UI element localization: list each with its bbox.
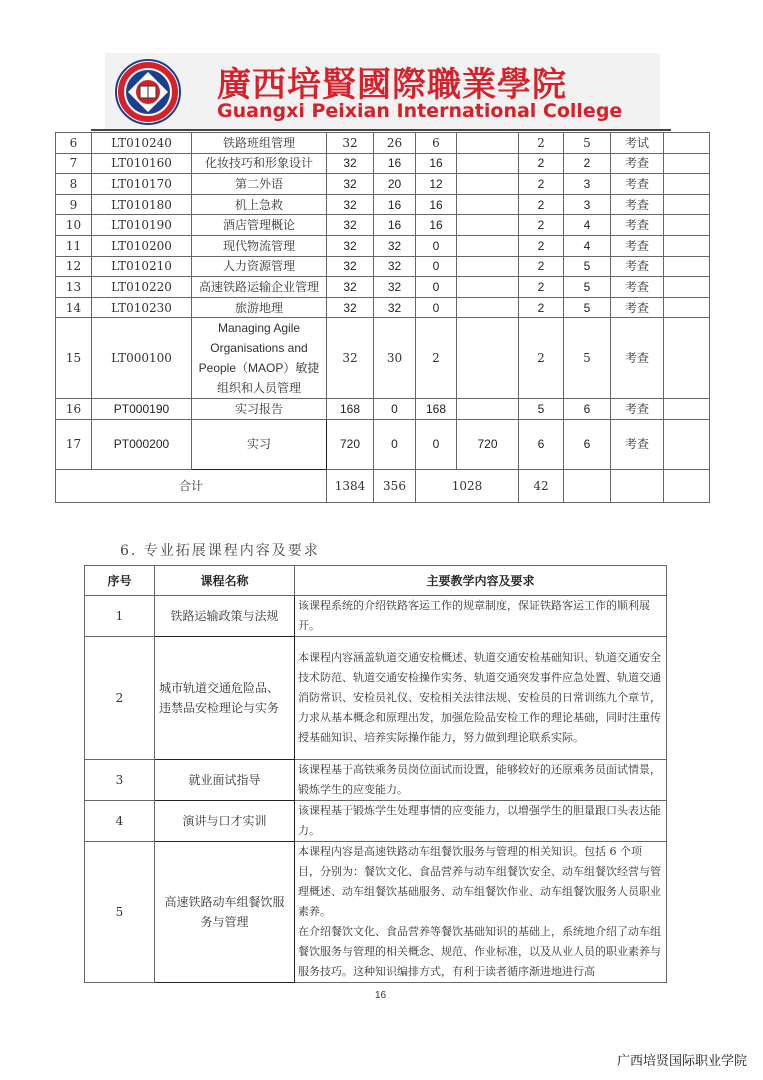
practice-hours: 6 [416,133,457,154]
header-content: 主要教学内容及要求 [295,566,667,596]
extra-hours [457,153,519,174]
remarks [664,399,710,420]
course-description: 该课程系统的介绍铁路客运工作的规章制度，保证铁路客运工作的顺利展开。 [295,596,667,637]
theory-hours: 20 [374,174,416,195]
practice-hours: 0 [416,277,457,298]
course-description [295,842,667,983]
course-name: 现代物流管理 [192,235,327,256]
extra-hours [457,256,519,277]
table-row [85,760,667,801]
practice-hours: 168 [416,399,457,420]
course-code: LT010190 [92,215,192,236]
remarks [664,194,710,215]
table-row [56,133,710,154]
total-remarks [664,469,710,502]
total-hours: 32 [327,174,374,195]
table-row [85,596,667,637]
extra-hours [457,215,519,236]
extra-hours [457,194,519,215]
course-name: 化妆技巧和形象设计 [192,153,327,174]
remarks [664,215,710,236]
course-name: 高速铁路运输企业管理 [192,277,327,298]
course-code: LT010220 [92,277,192,298]
row-number: 5 [85,842,155,983]
table-row [56,256,710,277]
assessment: 考查 [611,174,664,195]
theory-hours: 32 [374,297,416,318]
college-banner [105,53,660,131]
extra-hours [457,297,519,318]
table-row [56,194,710,215]
credits: 2 [519,297,564,318]
semester: 3 [564,174,611,195]
total-hours: 32 [327,133,374,154]
table-row [56,277,710,298]
credits: 2 [519,194,564,215]
header-rule [91,129,671,131]
section-title: 6. 专业拓展课程内容及要求 [120,543,320,559]
practice-hours: 12 [416,174,457,195]
total-hours: 720 [327,419,374,469]
table-row [56,399,710,420]
course-name: 人力资源管理 [192,256,327,277]
row-number: 12 [56,256,92,277]
remarks [664,256,710,277]
semester: 5 [564,133,611,154]
semester: 6 [564,419,611,469]
total-hours: 32 [327,318,374,399]
semester: 5 [564,297,611,318]
total-semester [564,469,611,502]
remarks [664,153,710,174]
header-no: 序号 [85,566,155,596]
credits: 2 [519,256,564,277]
description-paragraph: 在介绍餐饮文化、食品营养等餐饮基础知识的基础上，系统地介绍了动车组餐饮服务与管理的相关概念、规范、作业标准，以及从业人员的职业素养与服务技巧。这种知识编排方式，有利于读者循序渐进地进行高 [298,925,661,978]
course-code: LT010180 [92,194,192,215]
row-number: 16 [56,399,92,420]
row-number: 14 [56,297,92,318]
theory-hours: 0 [374,419,416,469]
table-header-row [85,566,667,596]
remarks [664,174,710,195]
row-number: 15 [56,318,92,399]
extra-hours [457,174,519,195]
table-row [56,153,710,174]
remarks [664,235,710,256]
assessment: 考查 [611,318,664,399]
course-code: PT000200 [92,419,192,469]
table-row [56,297,710,318]
table-row [56,174,710,195]
assessment: 考查 [611,399,664,420]
semester: 3 [564,194,611,215]
total-hours: 32 [327,235,374,256]
row-number: 1 [85,596,155,637]
footer-college-name: 广西培贤国际职业学院 [617,1054,748,1069]
credits: 2 [519,153,564,174]
course-code: LT010210 [92,256,192,277]
row-number: 8 [56,174,92,195]
course-table [55,132,710,503]
row-number: 10 [56,215,92,236]
course-name: 第二外语 [192,174,327,195]
extra-hours: 720 [457,419,519,469]
assessment: 考试 [611,133,664,154]
credits: 2 [519,235,564,256]
table-row [85,842,667,983]
theory-hours: 16 [374,215,416,236]
course-name: 酒店管理概论 [192,215,327,236]
course-name: 高速铁路动车组餐饮服务与管理 [155,842,295,983]
assessment: 考查 [611,256,664,277]
course-name: Managing Agile Organisations and People（MAOP）敏捷组织和人员管理 [192,318,327,399]
table-row [56,215,710,236]
total-label: 合计 [56,469,327,502]
course-name: 就业面试指导 [155,760,295,801]
extra-hours [457,318,519,399]
semester: 4 [564,235,611,256]
row-number: 6 [56,133,92,154]
remarks [664,133,710,154]
credits: 2 [519,174,564,195]
row-number: 2 [85,637,155,760]
credits: 2 [519,318,564,399]
practice-hours: 16 [416,215,457,236]
total-credits: 42 [519,469,564,502]
remarks [664,419,710,469]
remarks [664,297,710,318]
course-description: 该课程基于锻炼学生处理事情的应变能力，以增强学生的胆量跟口头表达能力。 [295,801,667,842]
header-course-name: 课程名称 [155,566,295,596]
theory-hours: 32 [374,235,416,256]
row-number: 17 [56,419,92,469]
course-name: 实习 [192,419,327,469]
total-hours: 32 [327,256,374,277]
total-hours: 1384 [327,469,374,502]
table-row [56,318,710,399]
assessment: 考查 [611,235,664,256]
total-hours: 32 [327,277,374,298]
semester: 5 [564,256,611,277]
extra-hours [457,277,519,298]
semester: 2 [564,153,611,174]
course-code: LT010160 [92,153,192,174]
practice-hours: 0 [416,297,457,318]
assessment: 考查 [611,419,664,469]
total-hours: 32 [327,153,374,174]
assessment: 考查 [611,297,664,318]
total-assessment [611,469,664,502]
course-code: LT010200 [92,235,192,256]
remarks [664,277,710,298]
credits: 6 [519,419,564,469]
theory-hours: 16 [374,153,416,174]
course-code: LT010170 [92,174,192,195]
course-name: 实习报告 [192,399,327,420]
credits: 2 [519,133,564,154]
course-code: LT010240 [92,133,192,154]
semester: 5 [564,318,611,399]
assessment: 考查 [611,215,664,236]
row-number: 3 [85,760,155,801]
practice-hours: 16 [416,153,457,174]
theory-hours: 32 [374,256,416,277]
total-hours: 32 [327,194,374,215]
practice-hours: 2 [416,318,457,399]
extra-hours [457,133,519,154]
practice-hours: 16 [416,194,457,215]
assessment: 考查 [611,277,664,298]
total-hours: 32 [327,297,374,318]
practice-hours: 0 [416,256,457,277]
row-number: 11 [56,235,92,256]
extension-course-table [84,565,667,983]
course-name: 铁路运输政策与法规 [155,596,295,637]
theory-hours: 0 [374,399,416,420]
row-number: 4 [85,801,155,842]
row-number: 9 [56,194,92,215]
extra-hours [457,235,519,256]
remarks [664,318,710,399]
course-name: 旅游地理 [192,297,327,318]
theory-hours: 32 [374,277,416,298]
semester: 4 [564,215,611,236]
extra-hours [457,399,519,420]
theory-hours: 30 [374,318,416,399]
table-row [56,419,710,469]
course-name: 铁路班组管理 [192,133,327,154]
college-name-cn: 廣西培賢國際職業學院 [217,65,567,105]
course-name: 演讲与口才实训 [155,801,295,842]
course-description: 该课程基于高铁乘务员岗位面试而设置，能够较好的还原乘务员面试情景，锻炼学生的应变能力。 [295,760,667,801]
college-name-en: Guangxi Peixian International College [217,100,623,122]
row-number: 13 [56,277,92,298]
total-theory: 356 [374,469,416,502]
assessment: 考查 [611,153,664,174]
practice-hours: 0 [416,419,457,469]
college-logo-icon [115,59,181,125]
page-number: 16 [375,990,387,1001]
total-row [56,469,710,502]
credits: 2 [519,277,564,298]
course-description: 本课程内容涵盖轨道交通安检概述、轨道交通安检基础知识、轨道交通安全技术防范、轨道交通安检操作实务、轨道交通突发事件应急处置、轨道交通消防常识、安检员礼仪、安检相关法律法规、安检员的日常训练九个章节，力求从基本概念和原理出发，加强危险品安检工作的理论基础，同时注重传授基础知识、培养实际操作能力，努力做到理论联系实际。 [295,637,667,760]
table-row [85,801,667,842]
course-code: LT010230 [92,297,192,318]
total-hours: 32 [327,215,374,236]
total-practice: 1028 [416,469,519,502]
semester: 5 [564,277,611,298]
theory-hours: 16 [374,194,416,215]
assessment: 考查 [611,194,664,215]
semester: 6 [564,399,611,420]
table-row [85,637,667,760]
course-name: 机上急救 [192,194,327,215]
credits: 2 [519,215,564,236]
row-number: 7 [56,153,92,174]
table-row [56,235,710,256]
credits: 5 [519,399,564,420]
total-hours: 168 [327,399,374,420]
practice-hours: 0 [416,235,457,256]
theory-hours: 26 [374,133,416,154]
course-name: 城市轨道交通危险品、违禁品安检理论与实务 [155,637,295,760]
course-code: LT000100 [92,318,192,399]
course-code: PT000190 [92,399,192,420]
description-paragraph: 本课程内容是高速铁路动车组餐饮服务与管理的相关知识。包括 6 个项目，分别为：餐饮文化、食品营养与动车组餐饮安全、动车组餐饮经营与管理概述、动车组餐饮基础服务、动车组餐饮作业、动车组餐饮服务人员职业素养。 [298,845,661,918]
